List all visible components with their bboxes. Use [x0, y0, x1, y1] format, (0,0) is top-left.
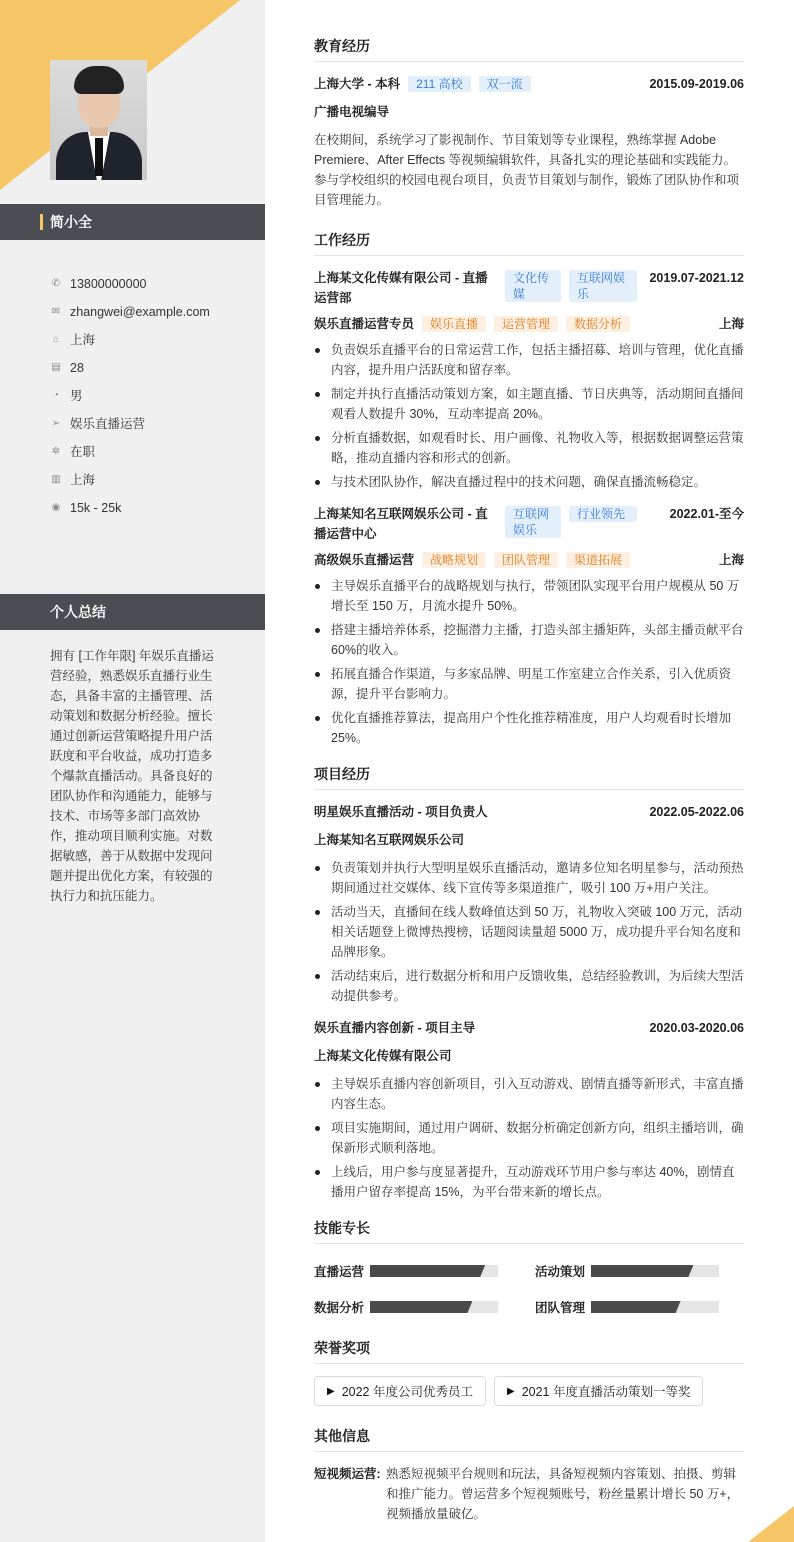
home-icon: ⌂ [52, 334, 60, 345]
job-role: 娱乐直播运营专员 [314, 317, 415, 331]
major: 广播电视编导 [314, 105, 390, 119]
avatar [50, 60, 147, 180]
bullet-item: 搭建主播培养体系，挖掘潜力主播，打造头部主播矩阵，头部主播贡献平台 60%的收入。 [314, 620, 744, 660]
project-date: 2022.05-2022.06 [649, 805, 744, 819]
school-name: 上海大学 - 本科 [314, 77, 401, 91]
skill-bar [370, 1301, 498, 1313]
skill-item [314, 1298, 535, 1316]
sidebar [0, 0, 265, 1542]
summary-title: 个人总结 [50, 604, 106, 620]
skill-bar [591, 1301, 719, 1313]
project-date: 2020.03-2020.06 [649, 1021, 744, 1035]
candidate-name: 简小全 [50, 214, 92, 230]
award-label: 2022 年度公司优秀员工 [341, 1385, 473, 1399]
bullet-item: 项目实施期间，通过用户调研、数据分析确定创新方向，组织主播培训，确保新形式顺利落地。 [314, 1118, 744, 1158]
bullet-item: 优化直播推荐算法，提高用户个性化推荐精准度，用户人均观看时长增加 25%。 [314, 708, 744, 748]
tag: 文化传媒 [505, 270, 561, 302]
skill-tag: 运营管理 [494, 316, 558, 332]
skill-tag: 数据分析 [566, 316, 630, 332]
bullet-item: 活动当天，直播间在线人数峰值达到 50 万，礼物收入突破 100 万元，活动相关话题登上微博热搜榜，话题阅读量超 5000 万，成功提升平台知名度和品牌形象。 [314, 902, 744, 962]
contact-value: 15k - 25k [70, 501, 122, 515]
contact-value: 上海 [70, 473, 96, 487]
skills-section [314, 1218, 744, 1316]
mail-icon: ✉ [51, 306, 61, 317]
skill-tag: 团队管理 [494, 552, 558, 568]
company-name: 上海某知名互联网娱乐公司 - 直播运营中心 [314, 507, 488, 541]
tag: 互联网娱乐 [505, 506, 561, 538]
play-icon: ▶ [506, 1385, 515, 1397]
skill-bar-fill [370, 1301, 472, 1313]
section-title-projects: 项目经历 [314, 764, 744, 790]
company-name: 上海某文化传媒有限公司 - 直播运营部 [314, 271, 488, 305]
status-icon: ✲ [51, 446, 61, 457]
skill-item [535, 1298, 744, 1316]
play-icon: ▶ [327, 1385, 335, 1397]
other-section [314, 1426, 744, 1524]
skill-tag: 渠道拓展 [566, 552, 630, 568]
award-label: 2021 年度直播活动策划一等奖 [521, 1385, 691, 1399]
send-icon: ➢ [51, 418, 61, 429]
section-title-work: 工作经历 [314, 230, 744, 256]
bullet-item: 拓展直播合作渠道，与多家品牌、明星工作室建立合作关系，引入优质资源，提升平台影响力。 [314, 664, 744, 704]
phone-icon: ✆ [51, 278, 61, 289]
education-date: 2015.09-2019.06 [649, 77, 744, 91]
building-icon: ▥ [51, 474, 61, 485]
job-role: 高级娱乐直播运营 [314, 553, 415, 567]
skill-bar [591, 1265, 719, 1277]
skill-name: 活动策划 [535, 1265, 586, 1279]
skill-tag: 战略规划 [422, 552, 486, 568]
contact-value: 13800000000 [70, 277, 147, 291]
skill-bar-fill [591, 1265, 693, 1277]
contact-item [50, 354, 210, 382]
name-banner [0, 204, 265, 240]
summary-banner [0, 594, 265, 630]
gender-icon: ◔ [52, 390, 60, 401]
contact-value: 上海 [70, 333, 96, 347]
project-entry [314, 802, 744, 1006]
other-label: 短视频运营: [314, 1467, 381, 1481]
contact-value: zhangwei@example.com [70, 305, 210, 319]
section-title-education: 教育经历 [314, 36, 744, 62]
skill-bar-fill [591, 1301, 681, 1313]
main-content [314, 36, 744, 1524]
project-name: 娱乐直播内容创新 - 项目主导 [314, 1021, 476, 1035]
contact-value: 28 [70, 361, 84, 375]
salary-icon: ◉ [51, 502, 61, 513]
contact-value: 娱乐直播运营 [70, 417, 146, 431]
tag: 行业领先 [569, 506, 637, 522]
job-entry [314, 268, 744, 492]
awards-section [314, 1338, 744, 1406]
skill-item [535, 1262, 744, 1280]
contact-item [50, 382, 210, 410]
section-title-other: 其他信息 [314, 1426, 744, 1452]
bullet-item: 分析直播数据，如观看时长、用户画像、礼物收入等，根据数据调整运营策略，推动直播内容和形式的创新。 [314, 428, 744, 468]
bullet-item: 制定并执行直播活动策划方案，如主题直播、节日庆典等，活动期间直播间观看人数提升 30%，互动率提高 20%。 [314, 384, 744, 424]
contact-value: 在职 [70, 445, 96, 459]
contact-list [50, 270, 210, 522]
award-chip [314, 1376, 486, 1406]
contact-item [50, 270, 210, 298]
summary-text: 拥有 [工作年限] 年娱乐直播运营经验，熟悉娱乐直播行业生态，具备丰富的主播管理、活动策划和数据分析经验。擅长通过创新运营策略提升用户活跃度和平台收益，成功打造多个爆款直播活动。具备良好的团队协作和沟通能力，能够与技术、市场等多部门高效协作，推动项目顺利实施。对数据敏感，善于从数据中发现问题并提出优化方案，有较强的执行力和抗压能力。 [50, 649, 214, 903]
skill-tag: 娱乐直播 [422, 316, 486, 332]
job-date: 2019.07-2021.12 [649, 271, 744, 285]
section-title-skills: 技能专长 [314, 1218, 744, 1244]
contact-item [50, 466, 210, 494]
skill-name: 团队管理 [535, 1301, 586, 1315]
contact-item [50, 494, 210, 522]
name-accent-bar [40, 214, 43, 230]
skill-bar [370, 1265, 498, 1277]
project-name: 明星娱乐直播活动 - 项目负责人 [314, 805, 488, 819]
section-title-awards: 荣誉奖项 [314, 1338, 744, 1364]
skill-name: 数据分析 [314, 1301, 365, 1315]
bullet-item: 主导娱乐直播内容创新项目，引入互动游戏、剧情直播等新形式，丰富直播内容生态。 [314, 1074, 744, 1114]
contact-item [50, 410, 210, 438]
education-section [314, 36, 744, 210]
contact-item [50, 438, 210, 466]
education-desc: 在校期间，系统学习了影视制作、节目策划等专业课程，熟练掌握 Adobe Premiere、After Effects 等视频编辑软件，具备扎实的理论基础和实践能力。参与学校组织的校园电视台项目，负责节目策划与制作，锻炼了团队协作和项目管理能力。 [314, 133, 740, 207]
bullet-item: 负责策划并执行大型明星娱乐直播活动，邀请多位知名明星参与，活动预热期间通过社交媒体、线下宣传等多渠道推广，吸引 100 万+用户关注。 [314, 858, 744, 898]
contact-item [50, 298, 210, 326]
skill-item [314, 1262, 535, 1280]
other-text: 熟悉短视频平台规则和玩法，具备短视频内容策划、拍摄、剪辑和推广能力。曾运营多个短视频账号，粉丝量累计增长 50 万+，视频播放量破亿。 [386, 1467, 740, 1521]
bullet-item: 负责娱乐直播平台的日常运营工作，包括主播招募、培训与管理，优化直播内容，提升用户活跃度和留存率。 [314, 340, 744, 380]
bullet-item: 主导娱乐直播平台的战略规划与执行，带领团队实现平台用户规模从 50 万增长至 150 万，月流水提升 50%。 [314, 576, 744, 616]
bullet-item: 与技术团队协作，解决直播过程中的技术问题，确保直播流畅稳定。 [314, 472, 744, 492]
job-entry [314, 504, 744, 748]
tag: 211 高校 [408, 76, 470, 92]
corner-decoration-bottom [748, 1506, 794, 1542]
job-date: 2022.01-至今 [669, 507, 744, 521]
project-org: 上海某知名互联网娱乐公司 [314, 833, 465, 847]
skill-bar-fill [370, 1265, 485, 1277]
bullet-item: 上线后，用户参与度显著提升，互动游戏环节用户参与率达 40%，剧情直播用户留存率提高 15%，为平台带来新的增长点。 [314, 1162, 744, 1202]
job-city: 上海 [718, 553, 744, 567]
project-org: 上海某文化传媒有限公司 [314, 1049, 452, 1063]
contact-item [50, 326, 210, 354]
project-section [314, 764, 744, 1202]
job-city: 上海 [718, 317, 744, 331]
contact-value: 男 [70, 389, 83, 403]
work-section [314, 230, 744, 748]
tag: 互联网娱乐 [569, 270, 637, 302]
tag: 双一流 [479, 76, 531, 92]
project-entry [314, 1018, 744, 1202]
skill-name: 直播运营 [314, 1265, 365, 1279]
bullet-item: 活动结束后，进行数据分析和用户反馈收集，总结经验教训，为后续大型活动提供参考。 [314, 966, 744, 1006]
age-icon: ▤ [51, 362, 61, 373]
award-chip [494, 1376, 703, 1406]
